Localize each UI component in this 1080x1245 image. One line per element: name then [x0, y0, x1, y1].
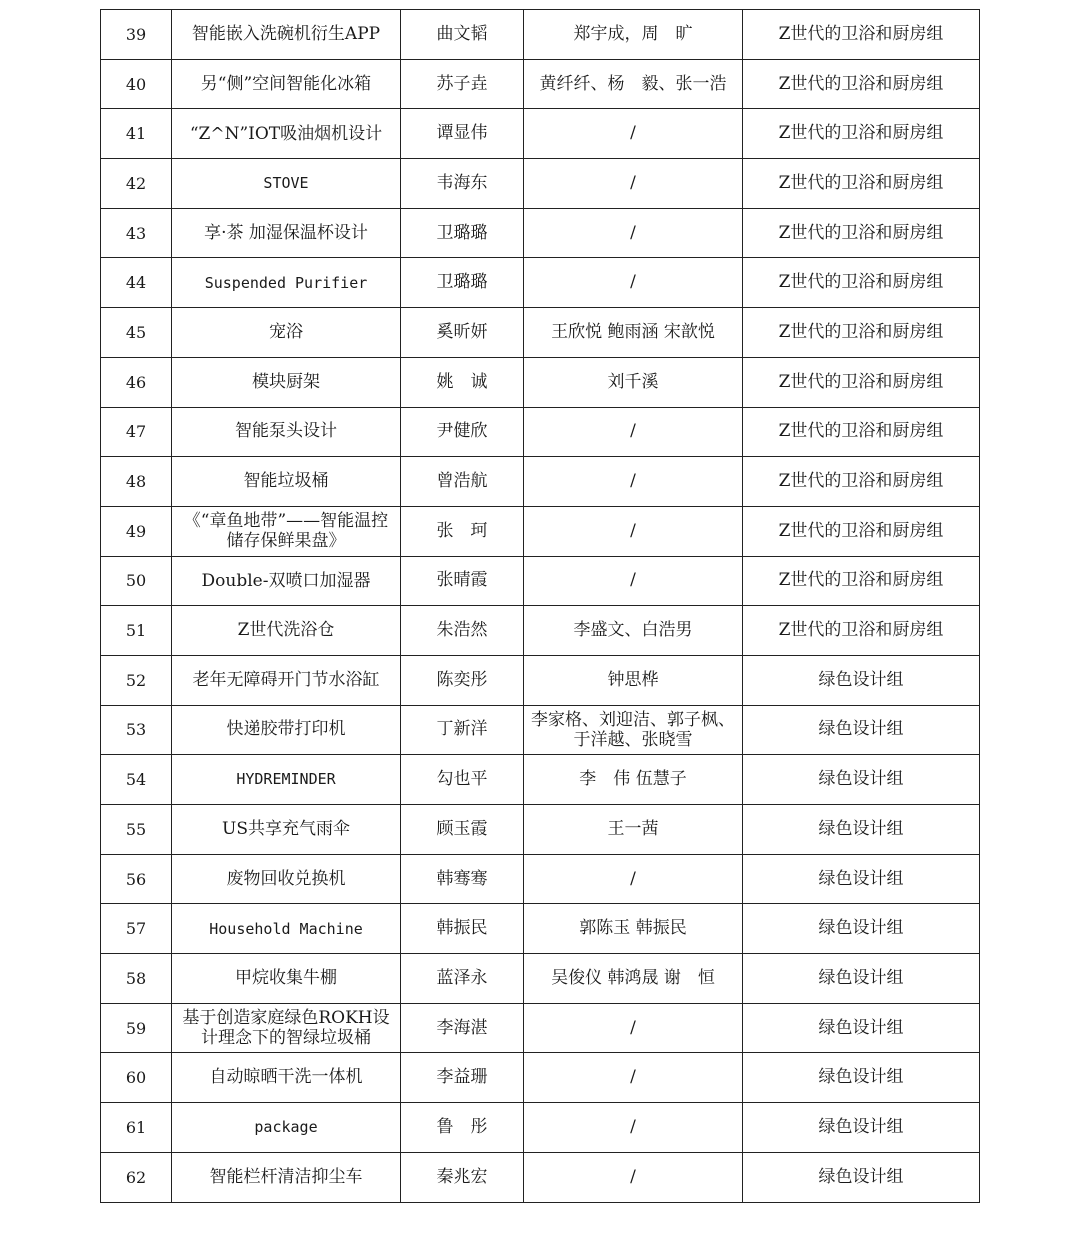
cell-members: /: [524, 556, 743, 606]
cell-group: 绿色设计组: [743, 705, 980, 755]
cell-group: 绿色设计组: [743, 1152, 980, 1202]
cell-number: 41: [101, 109, 172, 159]
cell-members: /: [524, 1053, 743, 1103]
cell-group: Z世代的卫浴和厨房组: [743, 258, 980, 308]
cell-leader: 卫璐璐: [401, 208, 524, 258]
cell-group: Z世代的卫浴和厨房组: [743, 357, 980, 407]
cell-members: /: [524, 258, 743, 308]
cell-project-name: 废物回收兑换机: [172, 854, 401, 904]
cell-number: 53: [101, 705, 172, 755]
table-row: [101, 755, 980, 805]
cell-number: 39: [101, 10, 172, 60]
cell-number: 49: [101, 506, 172, 556]
award-list-table-container: [100, 9, 979, 1203]
cell-leader: 姚 诚: [401, 357, 524, 407]
cell-members: 钟思桦: [524, 655, 743, 705]
table-body: [101, 10, 980, 1203]
cell-project-name: 另“侧”空间智能化冰箱: [172, 59, 401, 109]
cell-group: Z世代的卫浴和厨房组: [743, 506, 980, 556]
cell-number: 46: [101, 357, 172, 407]
cell-members: /: [524, 854, 743, 904]
table-row: [101, 506, 980, 556]
table-row: [101, 1003, 980, 1053]
cell-group: 绿色设计组: [743, 854, 980, 904]
cell-group: 绿色设计组: [743, 1003, 980, 1053]
cell-number: 60: [101, 1053, 172, 1103]
cell-leader: 曾浩航: [401, 457, 524, 507]
table-row: [101, 854, 980, 904]
award-list-table: [100, 9, 980, 1203]
table-row: [101, 805, 980, 855]
cell-number: 56: [101, 854, 172, 904]
table-row: [101, 208, 980, 258]
cell-number: 62: [101, 1152, 172, 1202]
cell-number: 47: [101, 407, 172, 457]
cell-project-name: Z世代洗浴仓: [172, 606, 401, 656]
cell-leader: 蓝泽永: [401, 954, 524, 1004]
cell-number: 44: [101, 258, 172, 308]
cell-project-name: “Z^N”IOT吸油烟机设计: [172, 109, 401, 159]
cell-leader: 鲁 彤: [401, 1103, 524, 1153]
cell-group: Z世代的卫浴和厨房组: [743, 208, 980, 258]
cell-group: 绿色设计组: [743, 1053, 980, 1103]
cell-members: /: [524, 109, 743, 159]
cell-leader: 张晴霞: [401, 556, 524, 606]
cell-leader: 曲文韬: [401, 10, 524, 60]
cell-number: 43: [101, 208, 172, 258]
cell-members: 李 伟 伍慧子: [524, 755, 743, 805]
cell-leader: 卫璐璐: [401, 258, 524, 308]
cell-number: 50: [101, 556, 172, 606]
cell-members: 刘千溪: [524, 357, 743, 407]
cell-group: Z世代的卫浴和厨房组: [743, 407, 980, 457]
cell-group: Z世代的卫浴和厨房组: [743, 556, 980, 606]
table-row: [101, 109, 980, 159]
cell-group: Z世代的卫浴和厨房组: [743, 308, 980, 358]
cell-number: 54: [101, 755, 172, 805]
cell-members: /: [524, 159, 743, 209]
cell-group: Z世代的卫浴和厨房组: [743, 10, 980, 60]
cell-group: 绿色设计组: [743, 655, 980, 705]
table-row: [101, 308, 980, 358]
cell-leader: 李海湛: [401, 1003, 524, 1053]
cell-members: /: [524, 1103, 743, 1153]
cell-leader: 韦海东: [401, 159, 524, 209]
cell-members: 李家格、刘迎洁、郭子枫、于洋越、张晓雪: [524, 705, 743, 755]
cell-project-name: Household Machine: [172, 904, 401, 954]
cell-leader: 韩骞骞: [401, 854, 524, 904]
cell-group: 绿色设计组: [743, 805, 980, 855]
table-row: [101, 1103, 980, 1153]
cell-project-name: 老年无障碍开门节水浴缸: [172, 655, 401, 705]
cell-members: 吴俊仪 韩鸿晟 谢 恒: [524, 954, 743, 1004]
cell-leader: 奚昕妍: [401, 308, 524, 358]
cell-leader: 顾玉霞: [401, 805, 524, 855]
cell-number: 52: [101, 655, 172, 705]
cell-leader: 丁新洋: [401, 705, 524, 755]
cell-number: 55: [101, 805, 172, 855]
table-row: [101, 258, 980, 308]
cell-project-name: 自动晾晒干洗一体机: [172, 1053, 401, 1103]
cell-number: 58: [101, 954, 172, 1004]
cell-group: Z世代的卫浴和厨房组: [743, 59, 980, 109]
cell-number: 59: [101, 1003, 172, 1053]
cell-group: Z世代的卫浴和厨房组: [743, 457, 980, 507]
cell-project-name: 《“章鱼地带”——智能温控储存保鲜果盘》: [172, 506, 401, 556]
table-row: [101, 954, 980, 1004]
table-row: [101, 407, 980, 457]
cell-group: Z世代的卫浴和厨房组: [743, 109, 980, 159]
cell-number: 48: [101, 457, 172, 507]
table-row: [101, 904, 980, 954]
cell-project-name: 模块厨架: [172, 357, 401, 407]
cell-leader: 勾也平: [401, 755, 524, 805]
table-row: [101, 457, 980, 507]
cell-leader: 苏子垚: [401, 59, 524, 109]
cell-leader: 陈奕彤: [401, 655, 524, 705]
cell-number: 57: [101, 904, 172, 954]
cell-group: 绿色设计组: [743, 954, 980, 1004]
cell-group: 绿色设计组: [743, 755, 980, 805]
cell-members: /: [524, 407, 743, 457]
cell-leader: 朱浩然: [401, 606, 524, 656]
cell-project-name: STOVE: [172, 159, 401, 209]
cell-project-name: 智能嵌入洗碗机衍生APP: [172, 10, 401, 60]
cell-leader: 谭显伟: [401, 109, 524, 159]
cell-members: 黄纤纤、杨 毅、张一浩: [524, 59, 743, 109]
cell-group: Z世代的卫浴和厨房组: [743, 606, 980, 656]
table-row: [101, 556, 980, 606]
cell-leader: 尹健欣: [401, 407, 524, 457]
cell-leader: 韩振民: [401, 904, 524, 954]
cell-project-name: Double-双喷口加湿器: [172, 556, 401, 606]
table-row: [101, 606, 980, 656]
cell-project-name: 甲烷收集牛棚: [172, 954, 401, 1004]
cell-group: 绿色设计组: [743, 904, 980, 954]
cell-project-name: package: [172, 1103, 401, 1153]
table-row: [101, 705, 980, 755]
cell-members: 郭陈玉 韩振民: [524, 904, 743, 954]
cell-project-name: 享·茶 加湿保温杯设计: [172, 208, 401, 258]
cell-number: 61: [101, 1103, 172, 1153]
cell-number: 42: [101, 159, 172, 209]
cell-leader: 张 珂: [401, 506, 524, 556]
table-row: [101, 10, 980, 60]
cell-members: /: [524, 208, 743, 258]
cell-members: /: [524, 1152, 743, 1202]
cell-project-name: Suspended Purifier: [172, 258, 401, 308]
cell-leader: 李益珊: [401, 1053, 524, 1103]
table-row: [101, 1152, 980, 1202]
cell-project-name: 智能泵头设计: [172, 407, 401, 457]
cell-members: 郑宇成，周 旷: [524, 10, 743, 60]
cell-members: 李盛文、白浩男: [524, 606, 743, 656]
cell-members: /: [524, 457, 743, 507]
cell-number: 51: [101, 606, 172, 656]
table-row: [101, 655, 980, 705]
cell-leader: 秦兆宏: [401, 1152, 524, 1202]
cell-project-name: 智能栏杆清洁抑尘车: [172, 1152, 401, 1202]
cell-project-name: 智能垃圾桶: [172, 457, 401, 507]
table-row: [101, 159, 980, 209]
table-row: [101, 1053, 980, 1103]
cell-project-name: 基于创造家庭绿色ROKH设计理念下的智绿垃圾桶: [172, 1003, 401, 1053]
cell-members: /: [524, 1003, 743, 1053]
cell-members: 王欣悦 鲍雨涵 宋歆悦: [524, 308, 743, 358]
cell-members: 王一茜: [524, 805, 743, 855]
cell-group: Z世代的卫浴和厨房组: [743, 159, 980, 209]
cell-project-name: HYDREMINDER: [172, 755, 401, 805]
cell-project-name: 宠浴: [172, 308, 401, 358]
cell-group: 绿色设计组: [743, 1103, 980, 1153]
table-row: [101, 59, 980, 109]
cell-project-name: US共享充气雨伞: [172, 805, 401, 855]
cell-number: 45: [101, 308, 172, 358]
cell-number: 40: [101, 59, 172, 109]
cell-project-name: 快递胶带打印机: [172, 705, 401, 755]
table-row: [101, 357, 980, 407]
cell-members: /: [524, 506, 743, 556]
